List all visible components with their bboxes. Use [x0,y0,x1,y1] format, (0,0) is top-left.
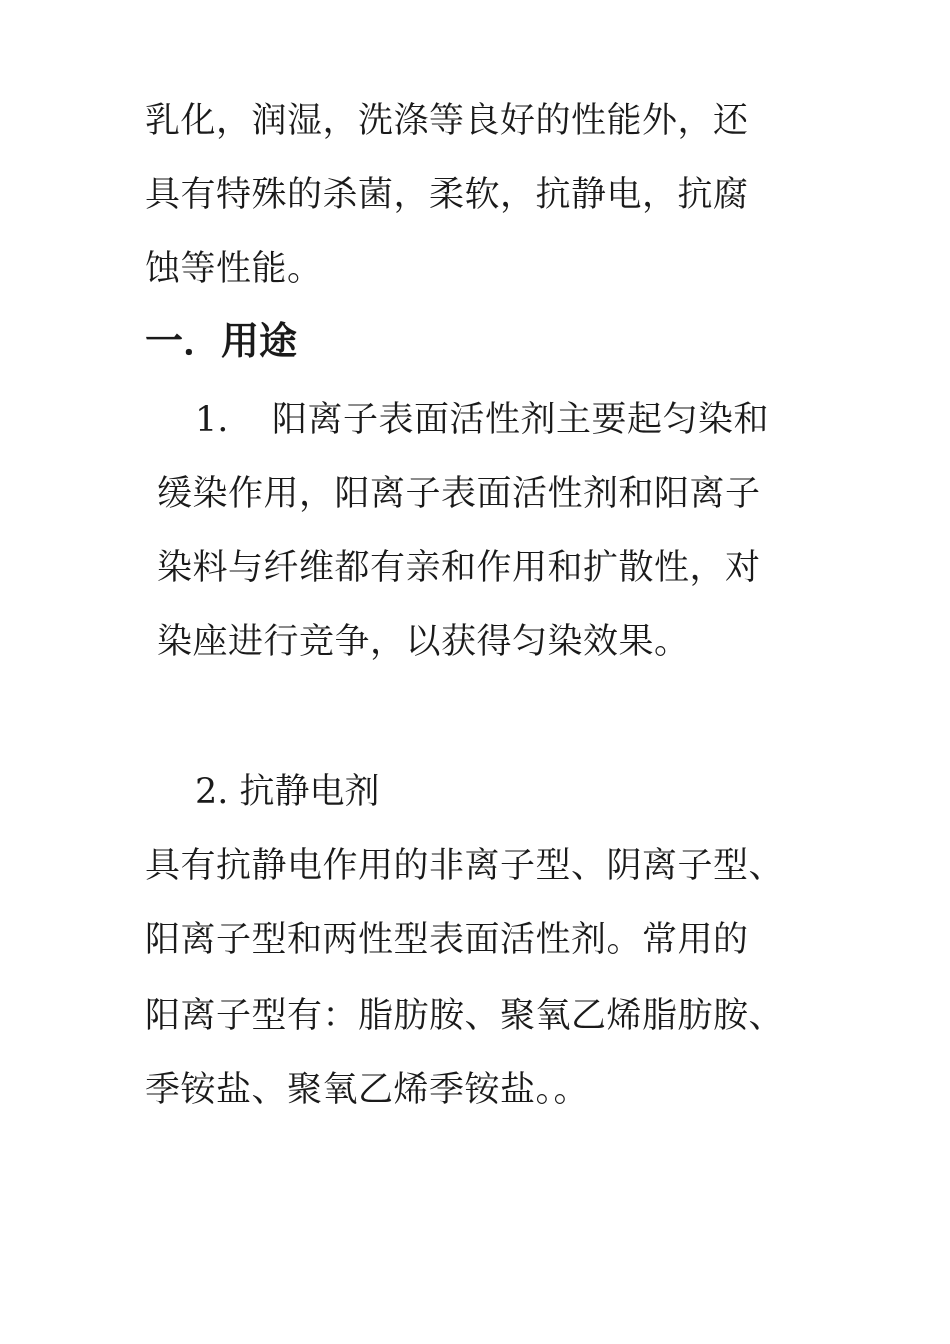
intro-line-3: 蚀等性能。 [145,249,323,289]
intro-line-1: 乳化，润湿，洗涤等良好的性能外，还 [145,101,749,141]
intro-line-2: 具有特殊的杀菌，柔软，抗静电，抗腐 [145,175,749,215]
item2-line-3: 阳离子型有：脂肪胺、聚氧乙烯脂肪胺、 [145,996,785,1036]
item1-line-3: 染料与纤维都有亲和作用和扩散性，对 [157,548,761,588]
item2-line-4: 季铵盐、聚氧乙烯季铵盐。。 [145,1070,590,1110]
item1-first-line: 阳离子表面活性剂主要起匀染和 [272,400,770,440]
item1-number: 1. [195,400,229,440]
section-heading: 一．用途 [145,319,298,363]
item1-line-4: 染座进行竞争，以获得匀染效果。 [157,622,690,662]
item2-line-1: 具有抗静电作用的非离子型、阴离子型、 [145,846,785,886]
item1-line-2: 缓染作用，阳离子表面活性剂和阳离子 [157,474,761,514]
item2-title: 2. 抗静电剂 [195,772,380,812]
item2-line-2: 阳离子型和两性型表面活性剂。常用的 [145,920,749,960]
